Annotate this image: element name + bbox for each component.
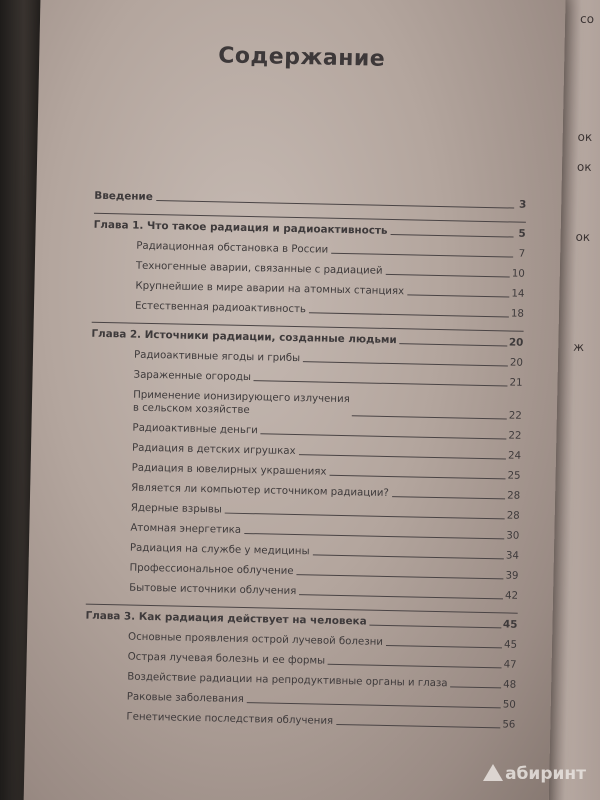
toc-item: [135, 280, 524, 301]
item-page: 25: [507, 470, 521, 482]
toc-item: [131, 482, 520, 503]
leader-line: [392, 496, 505, 499]
item-label: Естественная радиоактивность: [134, 300, 307, 316]
leader-line: [331, 253, 513, 258]
chapter-page: 20: [508, 336, 524, 349]
leader-line: [390, 234, 513, 238]
toc-item: [130, 542, 519, 563]
chapter-label: Глава 3. Как радиация действует на человека: [85, 609, 367, 628]
item-label-line1: Применение ионизирующего излучения: [133, 389, 350, 406]
leader-line: [299, 454, 506, 459]
item-page: 21: [509, 377, 523, 389]
leader-line: [370, 625, 501, 629]
item-page: 18: [510, 308, 525, 320]
leader-line: [261, 433, 507, 439]
toc-item: [134, 349, 523, 370]
leader-line: [386, 645, 502, 648]
chapter-label: Глава 2. Источники радиации, созданные людьми: [91, 327, 397, 347]
item-label: Является ли компьютер источником радиации?: [131, 482, 389, 499]
item-page: 10: [511, 268, 525, 280]
leader-line: [254, 380, 508, 386]
page-title: Содержание: [218, 43, 386, 72]
leader-line: [407, 294, 509, 297]
toc-item: [131, 502, 520, 523]
item-page: 22: [508, 430, 522, 442]
item-label: Крупнейшие в мире аварии на атомных станциях: [135, 280, 405, 298]
toc-item: [129, 582, 518, 603]
toc-intro-label: Введение: [94, 189, 153, 203]
labyrinth-logo-icon: [483, 764, 503, 781]
toc-chapter-3: [85, 604, 517, 632]
chapter-label: Глава 1. Что такое радиация и радиоактивность: [93, 218, 388, 237]
leader-line: [336, 724, 500, 728]
item-page: 24: [507, 450, 522, 462]
table-of-contents: [83, 190, 526, 732]
leader-line: [225, 513, 505, 520]
edge-fragment: ок: [575, 229, 591, 245]
item-label: Радиация в ювелирных украшениях: [131, 462, 327, 478]
leader-line: [328, 664, 502, 669]
leader-line: [450, 686, 501, 688]
item-page: 22: [508, 410, 522, 422]
toc-item: [133, 369, 522, 390]
chapter-page: 45: [502, 618, 518, 631]
item-page: 14: [511, 288, 525, 300]
item-label: Радиоактивные ягоды и грибы: [133, 349, 301, 365]
item-label: Генетические последствия облучения: [126, 711, 334, 727]
leader-line: [312, 554, 503, 559]
leader-line: [385, 274, 509, 278]
item-page: 28: [507, 490, 521, 502]
toc-item: [128, 651, 517, 672]
item-page: 45: [503, 639, 518, 651]
item-page: 56: [502, 719, 516, 731]
item-label: Основные проявления острой лучевой болезни: [127, 631, 384, 648]
edge-fragment: со: [579, 11, 595, 27]
item-page: 34: [505, 550, 519, 562]
item-label: Радиационная обстановка в России: [136, 240, 329, 256]
toc-chapter-2: [91, 322, 523, 350]
item-label: Радиация в детских игрушках: [131, 442, 296, 458]
item-label: Бытовые источники облучения: [129, 582, 297, 598]
item-label: Радиация на службе у медицины: [129, 542, 310, 558]
item-page: 50: [502, 699, 516, 711]
item-label: Профессиональное облучение: [129, 562, 294, 578]
toc-item: [126, 711, 515, 732]
leader-line: [329, 475, 505, 480]
toc-item: [132, 442, 521, 463]
watermark-text: абиринт: [505, 764, 586, 784]
leader-line: [299, 594, 503, 599]
toc-item: [133, 389, 522, 423]
item-page: 39: [505, 570, 519, 582]
item-page: 47: [503, 659, 517, 671]
edge-fragment: ж: [573, 339, 585, 354]
toc-item: [129, 562, 518, 583]
toc-item: [136, 260, 525, 281]
item-label: Радиоактивные деньги: [132, 422, 258, 437]
item-label: Атомная энергетика: [130, 522, 242, 536]
item-label-wrap: [133, 389, 350, 420]
item-label: Острая лучевая болезнь и ее формы: [127, 651, 326, 667]
edge-fragment: ок: [577, 129, 593, 145]
toc-item: [132, 422, 521, 443]
leader-line: [400, 343, 507, 346]
toc-intro-page: 3: [518, 198, 527, 211]
toc-item: [127, 691, 516, 712]
item-page: 48: [503, 679, 517, 691]
item-label: Зараженные огороды: [133, 369, 252, 384]
toc-item: [130, 522, 519, 543]
book-page: [23, 0, 565, 800]
toc-intro: [94, 190, 526, 212]
watermark: [483, 764, 586, 784]
leader-line: [309, 312, 509, 317]
item-page: 28: [506, 510, 520, 522]
toc-chapter-1: [94, 213, 526, 241]
toc-item: [127, 671, 516, 692]
toc-item: [132, 462, 521, 483]
leader-line: [297, 574, 504, 579]
edge-fragment: ок: [576, 159, 592, 175]
item-page: 30: [506, 530, 520, 542]
leader-line: [303, 361, 508, 366]
toc-item: [136, 240, 525, 261]
item-label: Ядерные взрывы: [130, 502, 222, 516]
leader-line: [247, 702, 501, 708]
item-label: Техногенные аварии, связанные с радиацией: [135, 260, 383, 277]
item-label: Раковые заболевания: [126, 691, 244, 706]
toc-item: [128, 631, 517, 652]
item-page: 42: [504, 590, 519, 602]
leader-line: [351, 415, 506, 419]
chapter-page: 5: [518, 227, 526, 240]
toc-item: [135, 300, 524, 321]
item-label: в сельском хозяйстве: [132, 402, 250, 417]
item-page: 20: [509, 357, 524, 369]
item-page: 7: [518, 248, 526, 260]
item-label: Воздействие радиации на репродуктивные органы и глаза: [127, 671, 448, 690]
leader-line: [244, 533, 504, 539]
leader-line: [156, 200, 514, 209]
